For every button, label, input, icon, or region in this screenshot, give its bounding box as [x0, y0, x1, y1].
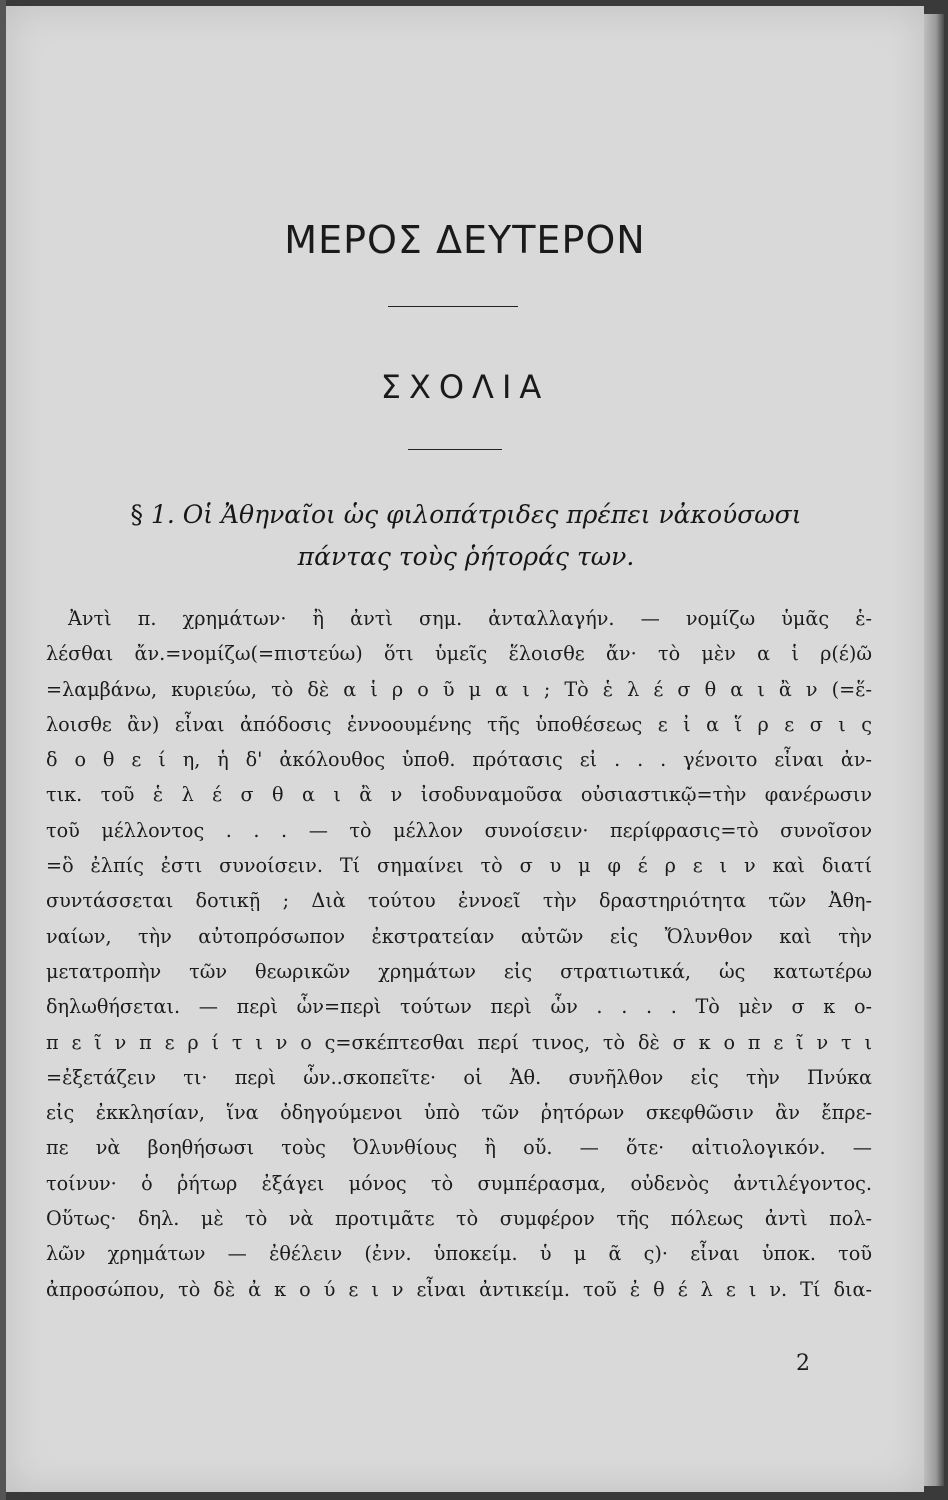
commentary-body — [46, 601, 872, 1307]
section-title: ΣΧΟΛΙΑ — [380, 368, 550, 406]
book-page-edge — [924, 14, 944, 1486]
body-line: π ε ῖ ν π ε ρ ί τ ι ν ο ς=σκέπτεσθαι περί τινος, τὸ δὲ σ κ ο π ε ῖ ν τ ι — [46, 1030, 872, 1054]
body-line: λοισθε ἂν) εἶναι ἀπόδοσις ἐννοουμένης τῆς ὑποθέσεως ε ἰ α ἵ ρ ε σ ι ς — [46, 712, 872, 736]
book-page — [6, 6, 924, 1492]
body-line: δ ο θ ε ί η, ἡ δ' ἀκόλουθος ὑποθ. πρότασις εἰ . . . γένοιτο εἶναι ἀν- — [46, 748, 872, 772]
body-line: =ἐξετάζειν τι· περὶ ὧν..σκοπεῖτε· οἱ Ἀθ. συνῆλθον εἰς τὴν Πνύκα — [46, 1065, 872, 1089]
section-heading — [36, 494, 896, 578]
body-line: λέσθαι ἄν.=νομίζω(=πιστεύω) ὅτι ὑμεῖς ἕλοισθε ἄν· τὸ μὲν α ἱ ρ(έ)ῶ — [46, 642, 872, 666]
section-divider — [408, 449, 502, 450]
body-line: μετατροπὴν τῶν θεωρικῶν χρημάτων εἰς στρατιωτικά, ὡς κατωτέρω — [46, 959, 872, 983]
section-mark: § — [130, 500, 143, 529]
section-heading-text-1: Οἱ Ἀθηναῖοι ὡς φιλοπάτριδες πρέπει νἀκούσωσι — [182, 500, 802, 529]
body-line: τοίνυν· ὁ ῥήτωρ ἐξάγει μόνος τὸ συμπέρασμα, οὐδενὸς ἀντιλέγοντος. — [46, 1171, 872, 1195]
body-line: =ὃ ἐλπίς ἐστι συνοίσειν. Τί σημαίνει τὸ σ υ μ φ έ ρ ε ι ν καὶ διατί — [46, 854, 872, 878]
body-line: τοῦ μέλλοντος . . . — τὸ μέλλον συνοίσειν· περίφρασις=τὸ συνοῖσον — [46, 818, 872, 842]
body-line: τικ. τοῦ ἑ λ έ σ θ α ι ἂ ν ἰσοδυναμοῦσα οὐσιαστικῷ=τὴν φανέρωσιν — [46, 783, 872, 807]
body-line: λῶν χρημάτων — ἐθέλειν (ἐνν. ὑποκείμ. ὑ μ ᾶ ς)· εἶναι ὑποκ. τοῦ — [46, 1242, 872, 1266]
title-divider — [388, 306, 518, 307]
body-line: εἰς ἐκκλησίαν, ἵνα ὁδηγούμενοι ὑπὸ τῶν ῥητόρων σκεφθῶσιν ἂν ἔπρε- — [46, 1101, 872, 1125]
body-line: Οὕτως· δηλ. μὲ τὸ νὰ προτιμᾶτε τὸ συμφέρον τῆς πόλεως ἀντὶ πολ- — [46, 1207, 872, 1231]
body-line: συντάσσεται δοτικῇ ; Διὰ τούτου ἐννοεῖ τὴν δραστηριότητα τῶν Ἀθη- — [46, 889, 872, 913]
section-heading-line-1 — [36, 494, 896, 536]
body-line: δηλωθήσεται. — περὶ ὧν=περὶ τούτων περὶ ὧν . . . . Τὸ μὲν σ κ ο- — [46, 995, 872, 1019]
body-line: πε νὰ βοηθήσωσι τοὺς Ὀλυνθίους ἢ οὔ. — ὅτε· αἰτιολογικόν. — — [46, 1136, 872, 1160]
body-line: =λαμβάνω, κυριεύω, τὸ δὲ α ἱ ρ ο ῦ μ α ι ; Τὸ ἑ λ έ σ θ α ι ἂ ν (=ἕ- — [46, 677, 872, 701]
section-number: 1. — [150, 500, 175, 529]
body-line: ἀπροσώπου, τὸ δὲ ἀ κ ο ύ ε ι ν εἶναι ἀντικείμ. τοῦ ἐ θ έ λ ε ι ν. Τί δια- — [46, 1277, 872, 1301]
section-heading-line-2: πάντας τοὺς ῥήτοράς των. — [297, 542, 635, 571]
body-line: Ἀντὶ π. χρημάτων· ἢ ἀντὶ σημ. ἀνταλλαγήν. — νομίζω ὑμᾶς ἑ- — [68, 607, 872, 630]
body-line: ναίων, τὴν αὐτοπρόσωπον ἐκστρατείαν αὐτῶν εἰς Ὄλυνθον καὶ τὴν — [46, 924, 872, 948]
page-number: 2 — [796, 1351, 810, 1376]
part-title: ΜΕΡΟΣ ΔΕΥΤΕΡΟΝ — [284, 218, 646, 262]
